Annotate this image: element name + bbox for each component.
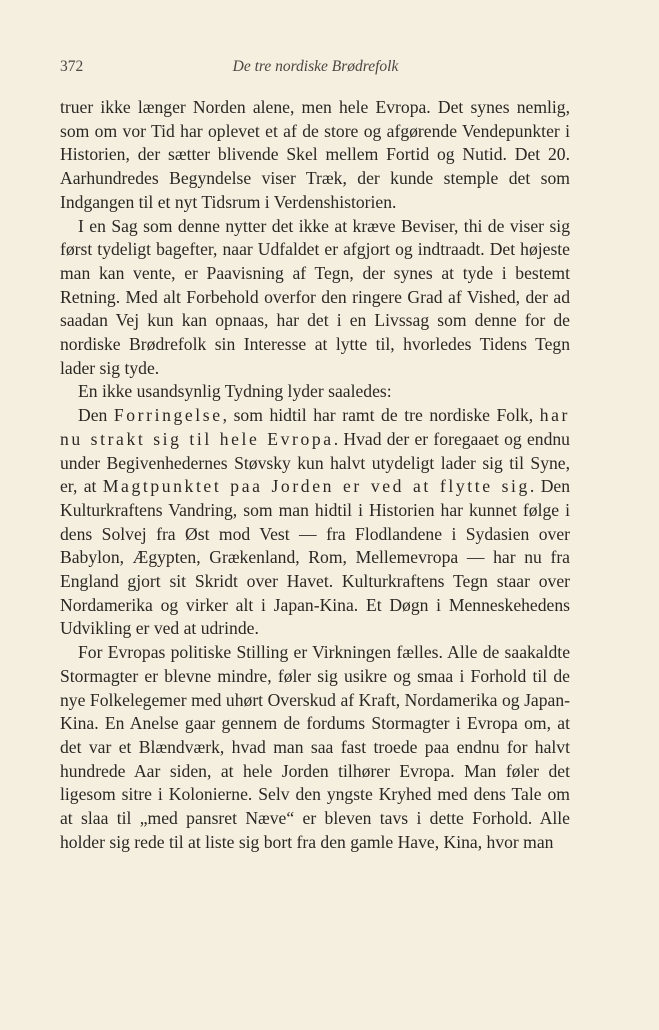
running-title: De tre nordiske Brødrefolk <box>232 58 399 75</box>
paragraph-3: En ikke usandsynlig Tydning lyder saaledes: <box>78 381 392 402</box>
body-text <box>60 96 570 855</box>
paragraph-1: truer ikke længer Norden alene, men hele Evropa. Det synes nemlig, som om vor Tid har oplevet et af de store og afgørende Vendepunkter i Historien, der sætter blivende Skel mellem Fortid og Nutid. Det 20. Aarhundredes Begyndelse viser Træk, der kunde stemple det som Indgangen til et nyt Tidsrum i Verdenshistorien. <box>60 97 570 212</box>
paragraph-4-text: Den <box>78 405 114 426</box>
emphasis-magtpunktet: Magtpunktet paa Jorden er ved at flytte sig <box>102 476 530 497</box>
paragraph-4 <box>60 404 570 641</box>
running-header <box>60 58 571 82</box>
paragraph-4-text: . Hvad der er foregaaet og endnu under Begivenhedernes Støvsky kun halvt utydeligt lader sig til Syne, er, at <box>60 428 570 497</box>
paragraph-4-text: , som hidtil har ramt de tre nordiske Folk, <box>222 405 540 426</box>
paragraph-5: For Evropas politiske Stilling er Virkningen fælles. Alle de saakaldte Stormagter er blevne mindre, føler sig usikre og smaa i Forhold til de nye Folkelegemer med uhørt Overskud af Kraft, Nordamerika og Japan-Kina. En Anelse gaar gennem de fordums Stormagter i Evropa om, at det var et Blændværk, hvad man saa fast troede paa endnu for halvt hundrede Aar siden, at hele Jorden tilhører Evropa. Man føler det ligesom sitre i Kolonierne. Selv den yngste Kryhed med dens Tale om at slaa til „med pansret Næve“ er bleven tavs i dette Forhold. Alle holder sig rede til at liste sig bort fra den gamle Have, Kina, hvor man <box>60 642 570 852</box>
emphasis-forringelse: Forringelse <box>113 405 223 426</box>
paragraph-4-text: . Den Kulturkraftens Vandring, som man hidtil i Historien har kunnet følge i dens Solvej fra Øst mod Vest — fra Flodlandene i Sydasien over Babylon, Ægypten, Grækenland, Rom, Mellemevropa — har nu fra England gjort sit Skridt over Havet. Kulturkraftens Tegn staar over Nordamerika og virker alt i Japan-Kina. Et Døgn i Menneskehedens Udvikling er ved at udrinde. <box>60 476 571 639</box>
emphasis-evropa: har nu strakt sig til hele Evropa <box>60 405 570 449</box>
paragraph-2: I en Sag som denne nytter det ikke at kræve Beviser, thi de viser sig først tydeligt bagefter, naar Udfaldet er afgjort og indtraadt. Det højeste man kan vente, er Paavisning af Tegn, der synes at tyde i bestemt Retning. Med alt Forbehold overfor den ringere Grad af Vished, der ad saadan Vej kun kan opnaas, har det i en Livssag som denne for de nordiske Brødrefolk sin Interesse at lytte til, hvorledes Tidens Tegn lader sig tyde. <box>60 215 570 378</box>
page-number: 372 <box>60 58 84 75</box>
